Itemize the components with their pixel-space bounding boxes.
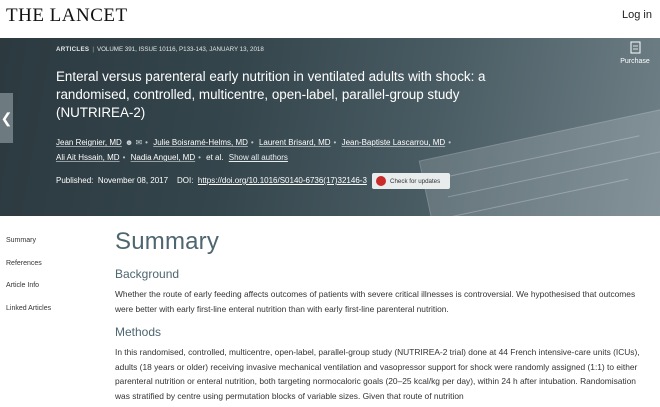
author-link[interactable]: Julie Boisramé-Helms, MD [153,138,248,147]
show-all-authors-link[interactable]: Show all authors [228,153,288,162]
nav-article-info[interactable]: Article Info [6,282,40,289]
document-icon [630,41,641,54]
article-body [115,228,645,403]
check-for-updates-label: Check for updates [390,177,441,185]
article-type[interactable]: ARTICLES [56,46,90,53]
doi-link[interactable]: https://doi.org/10.1016/S0140-6736(17)32146-3 [197,176,367,185]
crossmark-icon [376,176,386,186]
et-al: et al. [206,153,224,162]
article-title: Enteral versus parenteral early nutrition in ventilated adults with shock: a randomised, controlled, multicentre, open-label, parallel-group study (NUTRIREA-2) [56,69,486,120]
published-date: November 08, 2017 [97,176,169,185]
login-link[interactable]: Log in [622,9,652,21]
summary-heading: Summary [115,228,220,255]
back-arrow-icon[interactable]: ❮ [0,93,13,143]
author-profile-icon[interactable]: ☻ ✉ [124,138,143,147]
author-link[interactable]: Nadia Anguel, MD [130,153,196,162]
author-link[interactable]: Jean Reignier, MD [56,138,122,147]
publication-info [56,176,367,185]
background-heading: Background [115,267,180,281]
purchase-button[interactable] [618,41,652,65]
nav-linked-articles[interactable]: Linked Articles [6,304,52,312]
lancet-logo[interactable]: THE LANCET [6,5,128,26]
author-link[interactable]: Jean-Baptiste Lascarrou, MD [341,138,446,147]
article-citation[interactable]: VOLUME 391, ISSUE 10116, P133-143, JANUARY 13, 2018 [96,46,264,53]
article-meta: ARTICLES | VOLUME 391, ISSUE 10116, P133-143, JANUARY 13, 2018 [56,46,264,53]
nav-references[interactable]: References [6,259,42,267]
methods-text: In this randomised, controlled, multicentre, open-label, parallel-group study (NUTRIREA-2 trial) done at 44 French intensive-care units (ICUs), adults (18 years or older) receiving invasive mechanical ventilation and vasopressor support for shock were randomly assigned (1:1) to either parenteral nutrition or enteral nutrition, both targeting normocaloric goals (20–25 kcal/kg per day), within 24 h after intubation. Randomisation was stratified by centre using permutation blocks of variable sizes. Given that route of nutrition [115,347,640,401]
purchase-label: Purchase [620,58,650,65]
methods-heading: Methods [115,325,162,339]
author-list: Jean Reignier, MD ☻ ✉ • Julie Boisramé-Helms, MD • Laurent Brisard, MD • Jean-Baptiste Lascarrou, MD • Ali Ait Hssain, MD • Nadia Anguel, MD • et al. Show all authors [56,138,451,162]
doi-label: DOI: [176,176,194,185]
published-label: Published: [56,176,94,185]
author-link[interactable]: Ali Ait Hssain, MD [56,153,120,162]
article-header [0,38,660,216]
background-text: Whether the route of early feeding affects outcomes of patients with severe critical illnesses is controversial. We hypothesised that outcomes were better with early first-line enteral nutrition than with early first-line parenteral nutrition. [115,289,636,314]
section-nav [6,237,51,327]
top-bar [0,0,660,38]
check-for-updates-button[interactable] [372,173,450,189]
nav-summary[interactable]: Summary [6,237,36,244]
author-link[interactable]: Laurent Brisard, MD [258,138,331,147]
